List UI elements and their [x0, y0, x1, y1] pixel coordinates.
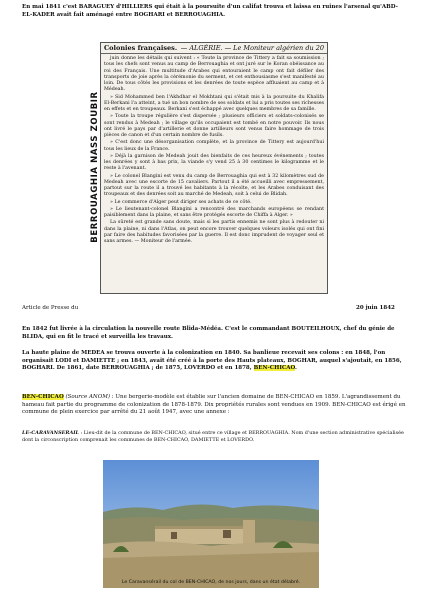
highlight-ben-chicao: BEN-CHICAO [253, 365, 296, 372]
clipping-paragraph: » Sid Mohammed ben l'Akhdhar el Mokhtani qui s'était mis à la poursuite du Khalifa El-Berkani l'a atteint, a tué un bon nombre de ses soldats et lui a pris toutes ses richesses en effets et en troupeaux. Berkani s'est échappé avec quelques membres de sa famille. [104, 94, 324, 112]
paragraph-ben-chicao [22, 394, 406, 417]
paragraph-colonization-end: . [295, 365, 297, 372]
source-anom: (Source ANOM) [63, 394, 111, 400]
paragraph-route-text: En 1842 fut livrée à la circulation la nouvelle route Blida-Médéa. C'est le commandant BOUTEILHOUX, chef du génie de BLIDA, qui en fit le tracé et surveilla les travaux. [22, 326, 395, 340]
clipping-paragraph: » Le commerce d'Alger peut diriger ses achats de ce côté. [110, 199, 252, 205]
paragraph-caravanserail [22, 430, 406, 444]
highlight-ben-chicao-title: BEN-CHICAO [22, 394, 64, 400]
caravanserail-photo [103, 460, 319, 588]
clipping-paragraph: » Déjà la garnison de Medeah jouit des bienfaits de ces heureux événements ; toutes les denrées y sont à bas prix, la viande s'y vend 25 à 30 centimes le kilogramme et le reste à l'avenant. [104, 153, 324, 172]
clipping-dateline: — ALGÉRIE. — Le Moniteur algérien du 20 [180, 44, 324, 52]
paragraph-colonization-text: La haute plaine de MEDEA se trouva ouverte à la colonization en 1840. Sa banlieue recevait ses colons : en 1848, l'on organisait LODI et DAMIETTE ; en 1843, avait été créé à la porte des Hauts plateaux, BOGHAR, auquel s'ajoutait, en 1856, BOGHARI. De 1861, date BERROUAGHIA ; de 1875, LOVERDO et en 1878, [22, 350, 402, 372]
newspaper-clipping [100, 42, 328, 294]
photo-caption: Le Caravansérail du col de BEN-CHICAO, de nos jours, dans un état délabré. [121, 580, 301, 585]
clipping-paragraph: » C'est donc une désorganisation complète, et la province de Tittery est aujourd'hui tous les lieux de la France. [104, 140, 324, 152]
clipping-paragraph: » Le lieutenant-colonel Blangini a rencontré des marchands européens se rendant paisiblement dans la plaine, et sans être protégés escorte de Chiffa à Alger. » [104, 206, 324, 218]
paragraph-colonization [22, 350, 406, 373]
clipping-date: 20 juin 1842 [356, 305, 395, 311]
caravanserail-text: : Lieu-dit de la commune de BEN-CHICAO, situé entre ce village et BERROUAGHIA. Nom d'une section administrative spécialisée dont la circonscription comprenait les communes de BEN-CHICAO, DAMIETTE et LOVERDO. [22, 430, 404, 443]
vertical-label: BERROUAGHIA NASS ZOUBIR [90, 91, 100, 243]
caravanserail-label: LE-CARAVANSERAIL [22, 430, 80, 436]
paragraph-ben-chicao-text: : Une bergerie-modèle est établie sur l'ancien domaine de BEN-CHICAO en 1859. L'agrandissement du hameau fait partie du programme de colonization de 1878-1879. Dix propriétés rurales sont vendues en 1909. BEN-CHICAO est érigé en commune de plein exercice par arrêté du 21 août 1947, avec une annexe : [22, 394, 406, 416]
photo-landscape [103, 460, 319, 588]
clipping-paragraph: juin donne les détails qui suivent : « Toute la province de Tittery a fait sa soumission ; tous les chefs sont venus au camp de Berrouaghia et ont juré sur le Koran obéissance au roi des Français. Une multitude d'Arabes qui entouraient le camp ont fait défiler des transports de joie après la cérémonie du serment, et cet enthousiasme s'est manifesté au loin. De tous côtés les provisions et les denrées de toute espèce affluaient au camp et à Médeah. [104, 56, 324, 93]
intro-paragraph: En mai 1841 c'est BARAGUEY d'HILLIERS qui était à la poursuite d'un califat trouva et laissa en ruines l'arsenal qu'ABD-EL-KADER avait fait aménagé entre BOGHARI et BERROUAGHIA. [22, 4, 398, 18]
clipping-caption: Article de Presse du [22, 305, 79, 311]
clipping-body [101, 54, 327, 248]
clipping-header [101, 43, 327, 54]
clipping-paragraph: » Le colonel Blangini est venu du camp de Berrouaghia qui est à 32 kilomètres sud de Medeah avec une escorte de 15 cavaliers. Partout il a été accueilli avec empressement, partout sur la route il a trouvé les habitants à la récolte, et les Arabes conduisant des troupeaux et des denrées soit au marché de Medeah, soit à celui de Blidah. [104, 173, 324, 198]
clipping-headline: Colonies françaises. [104, 44, 178, 52]
clipping-paragraph: » Toute la troupe régulière s'est dispersée ; plusieurs officiers et soldats-colonisés se sont rendus à Medeah ; le village qu'ils occupaient est tombé en notre pouvoir. Ils nous ont livré le pays par d'artillerie et donne artilleurs sont venus faire hommage de trois pièces de canon et d'un certain nombre de fusils. [104, 114, 324, 138]
paragraph-route [22, 326, 406, 341]
clipping-paragraph: La sûreté est grande sans doute, mais si les partis ennemis ne sont plus à redouter ni dans la plaine, ni dans l'Atlas, on peut encore trouver quelques voleurs isolés qui ont fini par faire des habitudes favorisées par la guerre. Il est donc imprudent de voyager seul et sans armes. — Moniteur de l'armée. [104, 220, 324, 244]
